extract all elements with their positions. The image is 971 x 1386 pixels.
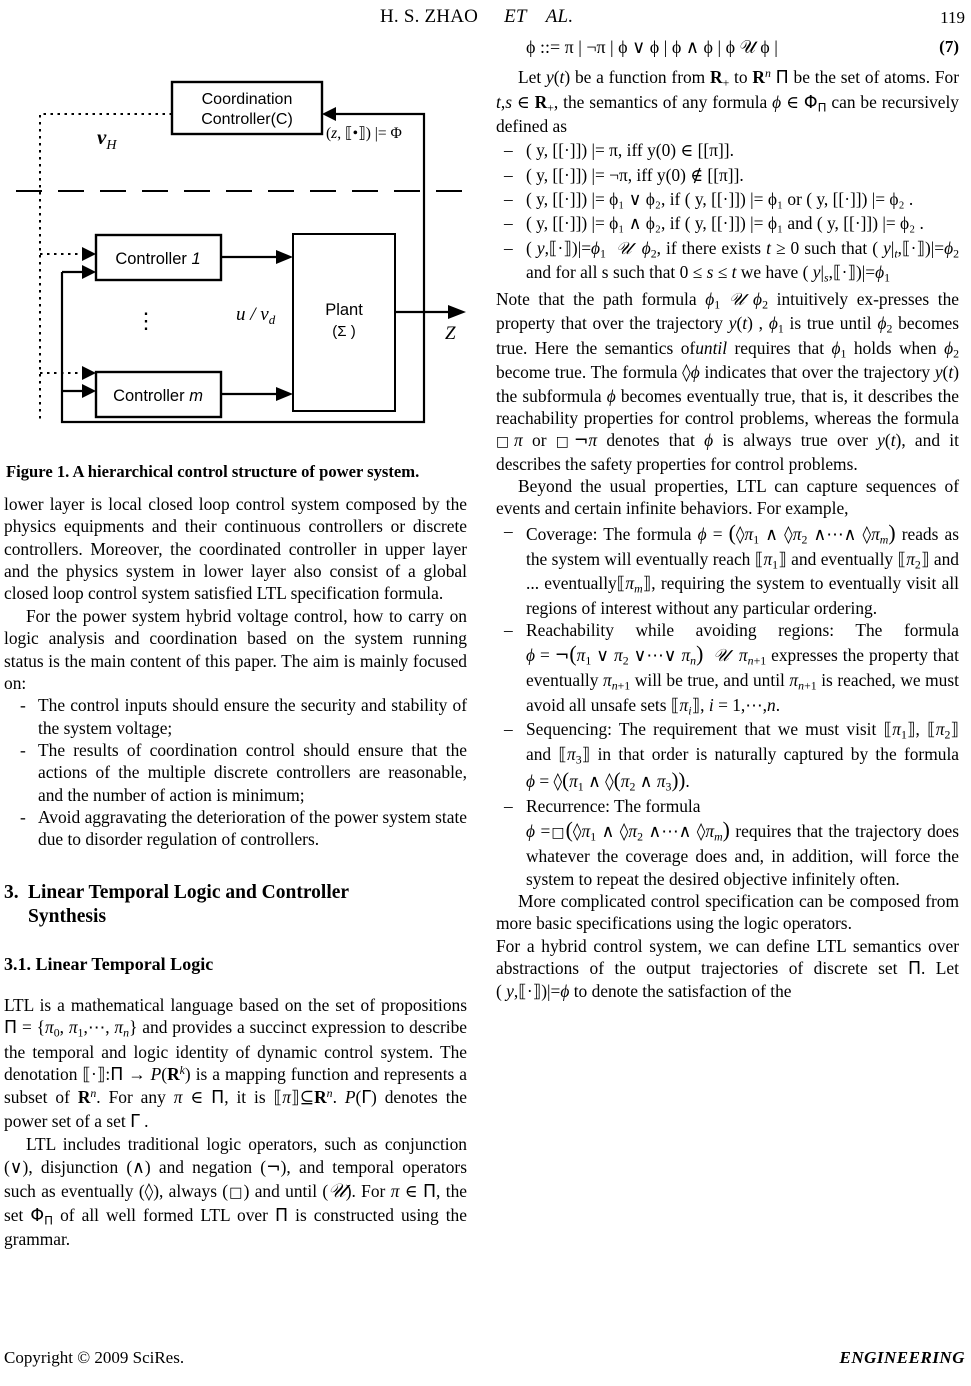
ltl-examples-list: [496, 520, 959, 890]
sequencing-body-a: ,: [915, 719, 920, 740]
dash-bullet-icon: –: [504, 164, 513, 185]
running-head: [0, 6, 971, 32]
more-complicated-para: More complicated control specification can be composed from more basic specifications using the logic operators.: [496, 890, 959, 934]
math-phi1-a: $\phi_1$: [768, 313, 784, 336]
plant-label-line1: Plant: [325, 301, 363, 319]
math-always-not-pi: □¬π: [555, 430, 598, 452]
math-t-ge-0: t ≥ 0: [766, 237, 800, 258]
arrowhead-feedback-cm: [82, 384, 96, 398]
coverage-item: [496, 520, 959, 619]
left-para-1: lower layer is local closed loop control system composed by the physics equipments and their continuous controllers or discrete controllers. Moreover, the coordinated controller in upper layer and the physics system in lower layer also consist of a global closed loop control system satisfied LTL specification formula.: [4, 494, 467, 604]
semantics-intro-a: Let: [518, 67, 542, 87]
section-3-title-line1: Linear Temporal Logic and Controller: [28, 881, 350, 903]
equation-7-row: [496, 36, 959, 66]
dash-bullet-icon: –: [504, 237, 513, 258]
math-pi-n-plus-1-a: $\pi_{n+1}$: [603, 670, 631, 693]
math-0-le-s-le-t: 0 ≤ s ≤ t: [679, 262, 737, 283]
math-phi-in-phi-pi: ϕ ∈ $\Phi_\Pi$: [772, 91, 827, 114]
semantics-item-mid: , iff: [627, 164, 653, 185]
dash-bullet-icon: –: [504, 140, 513, 161]
page-footer: [0, 1348, 971, 1372]
math-y-of-t-3: y(t): [934, 362, 959, 383]
semantics-list-item: [496, 164, 959, 186]
math-y-of-t-2: y(t) ,: [728, 313, 764, 334]
dash-bullet-icon: –: [504, 520, 513, 541]
reachability-period: .: [775, 694, 781, 715]
arrowhead-feedback-c1: [82, 265, 96, 279]
page-number: 119: [940, 8, 965, 27]
ltl-op-text-h: LTL includes traditional logic operators, such as conjunction (: [4, 1134, 467, 1177]
running-head-etal: ET AL.: [504, 6, 574, 27]
semantics-intro-c: to: [734, 67, 748, 87]
math-until-lhs: ( $y,⟦\cdot⟧)|=\phi_1$ 𝒰 $\phi_2$: [526, 237, 657, 261]
math-t-s-in-r: t,s ∈ $R_+$: [496, 91, 554, 114]
aims-list-item: [4, 694, 467, 739]
math-and-symbol: ∧: [132, 1157, 145, 1178]
semantics-list-item: [496, 212, 959, 234]
reachability-item: [496, 619, 959, 718]
math-pi-in-pi-2: π ∈ Π: [390, 1180, 437, 1202]
recurrence-label: Recurrence: The formula: [526, 795, 701, 816]
sequencing-body-c: in that order is naturally captured by the formula: [597, 743, 959, 764]
note-m: is always true over: [722, 430, 868, 451]
reachability-body-c: is reached, we must avoid all unsafe sets: [526, 670, 959, 715]
aims-list-item-text: The results of coordination control should ensure that the actions of the multiple discrete controllers are reasonable, and the number of action is minimum;: [38, 739, 467, 805]
reachability-body-a: expresses the property that eventually: [526, 645, 959, 691]
coordination-controller-label-line2: Controller(C): [201, 111, 293, 128]
section-3-title-line2: Synthesis: [28, 905, 107, 927]
semantics-item-mid: , if: [661, 189, 681, 210]
equation-7-number: (7): [939, 37, 959, 56]
sequencing-label: Sequencing: The requirement that we must visit: [526, 719, 877, 740]
until-line1b: such that: [804, 237, 868, 258]
semantics-item-rhs: y(0) ∈ [[π]].: [647, 140, 734, 161]
math-rn-1: $R^n$.: [77, 1086, 101, 1108]
semantics-item-lhs: ( y, [[·]]) |= π: [526, 140, 618, 161]
ltl-definition-para: [4, 994, 467, 1133]
semantics-intro-e: , the semantics of any formula: [553, 91, 768, 112]
coverage-body-d: , requiring the system to eventually visit all regions of interest without any particular ordering.: [526, 573, 959, 618]
math-pi-in-pi: π ∈ Π: [173, 1087, 225, 1109]
semantics-item-rhs: y(0) ∉ [[π]].: [656, 164, 744, 185]
math-denote-pi2-b: $⟦\pi_2⟧$: [927, 719, 959, 742]
math-r-plus: $R_+$: [710, 67, 730, 90]
section-3-number: 3.: [4, 881, 19, 903]
vertical-ellipsis: ⋮: [135, 308, 157, 333]
math-eventually-phi: ◊ϕ: [682, 362, 700, 384]
math-always-symbol: □: [228, 1184, 244, 1201]
hybrid-control-para: [496, 935, 959, 1003]
recurrence-body: requires that the trajectory does whatever the coverage does and, in addition, will force the system to repeat the desired objective infinitely often.: [526, 821, 959, 889]
aims-list-item: [4, 806, 467, 851]
figure-1: [4, 36, 474, 481]
coverage-body-b: and eventually: [791, 548, 894, 569]
math-y-s-restrict: ( $y|_s,⟦\cdot⟧)|=\phi_1$: [802, 262, 890, 285]
ltl-def-text-e: , it is: [224, 1087, 266, 1108]
sequencing-item: [496, 718, 959, 795]
coverage-label: Coverage: The formula: [526, 523, 692, 544]
math-denote-pim: $⟦\pi_m⟧$: [616, 573, 652, 596]
math-denote-pi1-a: $⟦\pi_1⟧$: [754, 548, 787, 572]
arrowhead-plant-output: [448, 305, 466, 319]
semantics-intro-d: be the set of atoms. For: [793, 67, 959, 87]
arrowhead-controller-m-dotted: [82, 366, 96, 380]
note-d: becomes true. Here the semantics of: [496, 313, 960, 358]
coverage-body-a: reads as the system will eventually reach: [526, 523, 959, 569]
math-propositions-set: $\Pi = \{\pi_0$, $\pi_1,\cdots$, $\pi_n$}: [4, 1017, 138, 1040]
math-power-set: P(Γ): [344, 1087, 377, 1109]
math-recurrence-formula: $\phi =□(◊\pi_1$ ∧ $◊\pi_2$ ∧⋯∧ $◊\pi_m$): [526, 818, 730, 844]
aims-list-item: [4, 739, 467, 806]
semantics-item-rhs: ( y, [[·]]) |= ϕ₁ and ( y, [[·]]) |= ϕ₂ .: [684, 213, 924, 234]
controller-m-label: Controller m: [113, 387, 203, 405]
math-y-of-t-1: y: [545, 67, 554, 87]
arrowhead-controller-1-dotted: [82, 247, 96, 261]
math-sequencing-formula: $\phi = ◊(\pi_1$ ∧ $◊(\pi_2$ ∧ $\pi_3$)).: [526, 768, 690, 794]
semantics-list: [496, 139, 959, 285]
dash-bullet-icon: –: [504, 795, 513, 816]
controller-1-label: Controller 1: [115, 250, 201, 268]
recurrence-item: [496, 795, 959, 890]
figure-1-diagram: [4, 36, 474, 436]
dash-bullet-icon: –: [504, 620, 513, 641]
math-or-symbol: ∨: [9, 1157, 23, 1178]
plant-label-line2: (Σ ): [332, 323, 356, 340]
section-3-1-heading: 3.1. Linear Temporal Logic: [4, 954, 214, 975]
math-gamma: Γ .: [130, 1110, 149, 1132]
ltl-op-text-j: ) and negation (: [144, 1156, 267, 1177]
note-k: or: [532, 430, 547, 451]
math-pi-n-plus-1-b: $\pi_{n+1}$: [789, 670, 817, 693]
math-not-symbol: ¬: [266, 1157, 281, 1178]
equation-7-body: ϕ ::= π | ¬π | ϕ ∨ ϕ | ϕ ∧ ϕ | ϕ 𝒰 ϕ |: [526, 37, 778, 57]
semantics-item-lhs: ( y, [[·]]) |= ¬π: [526, 164, 628, 185]
aims-list-item-text: The control inputs should ensure the security and stability of the system voltage;: [38, 695, 467, 738]
label-spec-formula: (z, ⟦•⟧) |= Φ: [326, 125, 402, 142]
aims-list-item-text: Avoid aggravating the deterioration of the power system state due to disorder regulation of controllers.: [38, 807, 467, 850]
math-phi-d: ϕ: [704, 430, 714, 451]
math-denote-pi3: $⟦\pi_3⟧$: [558, 743, 591, 767]
until-line1: , if there exists: [656, 237, 762, 258]
note-f: holds when: [853, 337, 937, 358]
note-i: the subformula: [496, 385, 602, 406]
coverage-body-c: and ... eventually: [526, 548, 960, 594]
math-eventually-symbol: ◊: [144, 1181, 154, 1202]
note-b: intuitively ex-presses the property that over the trajectory: [496, 288, 960, 334]
semantics-intro-para: Let y(t) be a function from $R_+$ to $R^n$ Π be the set of atoms. For t,s ∈ $R_+$, the semantics of any formula ϕ ∈ $\Phi_\Pi$ can be recursively defined as: [496, 66, 959, 136]
label-output-z: Z: [445, 323, 456, 344]
label-v-h: $v_H$: [97, 125, 117, 153]
aims-list: [4, 694, 467, 851]
ltl-op-text-m: ) and until (: [243, 1180, 329, 1201]
coordination-controller-label-line1: Coordination: [201, 91, 293, 108]
dash-bullet-icon: -: [20, 695, 26, 716]
until-line2b: such that: [612, 262, 676, 283]
beyond-properties-para: Beyond the usual properties, LTL can capture sequences of events and certain infinite behaviors. For example,: [496, 476, 959, 519]
math-phi2-b: $\phi_2$: [944, 337, 959, 361]
until-line2a: and for all s: [526, 262, 609, 283]
ltl-op-text-i: ), disjunction (: [22, 1156, 133, 1177]
ltl-op-text-l: ), always (: [153, 1180, 229, 1201]
left-para-2: For the power system hybrid voltage control, how to carry on logic analysis and coordination based on the system running status is the main content of this paper. The aim is mainly focused on:: [4, 605, 467, 693]
math-pi-capital-2: Π: [775, 68, 789, 88]
note-c: is true until: [789, 313, 872, 334]
dash-bullet-icon: -: [20, 807, 26, 828]
note-e: requires that: [734, 337, 825, 358]
math-coverage-formula: $\phi = (◊\pi_1$ ∧ $◊\pi_2$ ∧⋯∧ $◊\pi_m$): [697, 520, 896, 547]
ltl-def-text-c: is a mapping function and represents a subset of: [4, 1064, 467, 1108]
math-pi-capital: Π: [274, 1205, 289, 1226]
dash-bullet-icon: –: [504, 213, 513, 234]
math-rn-2: $R^n$: [752, 66, 771, 87]
note-n: , and it describes the safety properties for control problems.: [496, 430, 959, 474]
ltl-op-text-n: ). For: [345, 1180, 386, 1201]
math-always-pi: □π: [496, 430, 523, 451]
hybrid-c: to denote the satisfaction of the: [573, 981, 792, 1002]
until-line3: have: [765, 262, 799, 283]
note-path-formula-para: [496, 288, 959, 475]
note-a: Note that the path formula: [496, 288, 697, 309]
math-until-symbol: 𝒰: [328, 1180, 346, 1202]
section-3-heading: [4, 881, 467, 929]
ltl-def-text-d: For any: [108, 1087, 166, 1108]
semantics-list-item: [496, 139, 959, 161]
left-column: [4, 36, 467, 1251]
math-y-of-t-4: y(t): [877, 430, 902, 451]
dash-bullet-icon: -: [20, 739, 26, 760]
journal-name: ENGINEERING: [839, 1348, 965, 1367]
ltl-def-text-b: and provides a succinct expression to describe the temporal and logic identity of dynamic control system. The denotation: [4, 1017, 468, 1085]
arrowhead-plant-from-c1: [276, 250, 293, 264]
semantics-item-lhs: ( y, [[·]]) |= ϕ₁ ∨ ϕ₂: [526, 189, 661, 210]
label-u-vd: u / $v_d$: [236, 304, 276, 327]
semantics-item-lhs: ( y, [[·]]) |= ϕ₁ ∧ ϕ₂: [526, 213, 661, 234]
figure-1-caption: Figure 1. A hierarchical control structure of power system.: [6, 462, 420, 481]
math-reachability-formula: $\phi = \neg(\pi_1$ ∨ $\pi_2$ ∨⋯∨ $\pi_n$) 𝒰 $\pi_{n+1}$: [526, 642, 767, 668]
dash-bullet-icon: –: [504, 189, 513, 210]
sequencing-body-b: and: [526, 743, 552, 764]
math-phi-pi-set: $\Phi_\Pi$: [30, 1205, 53, 1228]
math-denote-pi2-a: $⟦\pi_2⟧$: [897, 548, 930, 572]
ltl-op-text-k: ), and temporal operators such as eventually (: [4, 1156, 467, 1201]
ltl-def-text-g: denotes the power set of a set: [4, 1087, 467, 1131]
semantics-intro-f: can be recursively defined as: [496, 91, 959, 136]
right-column: [496, 36, 959, 1003]
arrowhead-coordination-input: [322, 107, 336, 121]
math-phi1-until-phi2: $\phi_1$ 𝒰 $\phi_2$: [705, 288, 768, 312]
ltl-def-text-a: LTL is a mathematical language based on the set of propositions: [4, 994, 467, 1015]
hybrid-b: . Let: [921, 958, 959, 978]
hybrid-a: For a hybrid control system, we can define LTL semantics over abstractions of the output trajectories of discrete set: [496, 935, 959, 978]
dash-bullet-icon: –: [504, 719, 513, 740]
math-phi1-b: $\phi_1$: [831, 337, 847, 361]
math-denote-pi1-b: $⟦\pi_1⟧$: [883, 719, 916, 742]
math-phi-c: ϕ: [606, 385, 616, 406]
semantics-item-mid: , if: [661, 213, 681, 234]
ltl-op-text-o: , the set: [4, 1180, 467, 1225]
until-line2c: we: [740, 262, 762, 283]
running-head-author: H. S. ZHAO: [380, 6, 479, 27]
math-phi2-a: $\phi_2$: [877, 313, 893, 336]
semantics-list-item: [496, 188, 959, 210]
math-i-equals-1-n: i = 1,⋯,n: [708, 694, 776, 715]
running-head-title: [380, 6, 573, 28]
arrowhead-plant-from-cm: [276, 387, 293, 401]
math-y-denote-sat-phi: ( y,⟦·⟧)|=ϕ: [496, 981, 570, 1002]
math-denotation-map: ⟦·⟧:Π → $P(R^k)$: [82, 1063, 191, 1086]
note-l: denotes that: [606, 430, 695, 451]
note-j: becomes eventually true, that is, it describes the reachability properties for control problems, whereas the formula: [496, 385, 959, 429]
semantics-intro-b: be a function from: [574, 67, 706, 87]
copyright-notice: Copyright © 2009 SciRes.: [4, 1348, 185, 1367]
ltl-op-text-p: of all well formed LTL over: [60, 1204, 268, 1225]
semantics-item-mid: , iff: [617, 140, 643, 161]
reachability-body-d: ,: [700, 694, 705, 715]
reachability-label: Reachability while avoiding regions: The formula: [526, 620, 959, 641]
semantics-until-item: [496, 237, 959, 286]
math-denote-pi-subset: $⟦\pi⟧⊆R^n$: [273, 1086, 333, 1108]
ltl-operators-para: [4, 1133, 467, 1251]
note-d-italic: until: [695, 337, 728, 358]
reachability-body-b: will be true, and until: [634, 670, 785, 691]
note-g: become true. The formula: [496, 362, 678, 383]
ltl-def-text-f: .: [332, 1087, 337, 1108]
ltl-op-text-q: is constructed using the grammar.: [4, 1204, 467, 1250]
math-denote-pi-i: $⟦\pi_i⟧$: [670, 694, 701, 718]
math-pi-capital-3: Π: [907, 959, 922, 979]
note-h: indicates that over the trajectory: [704, 362, 931, 383]
semantics-item-rhs: ( y, [[·]]) |= ϕ₁ or ( y, [[·]]) |= ϕ₂ .: [684, 189, 914, 210]
math-y-t-restrict: ( $y|_t,⟦\cdot⟧)|=\phi_2$: [872, 237, 960, 261]
